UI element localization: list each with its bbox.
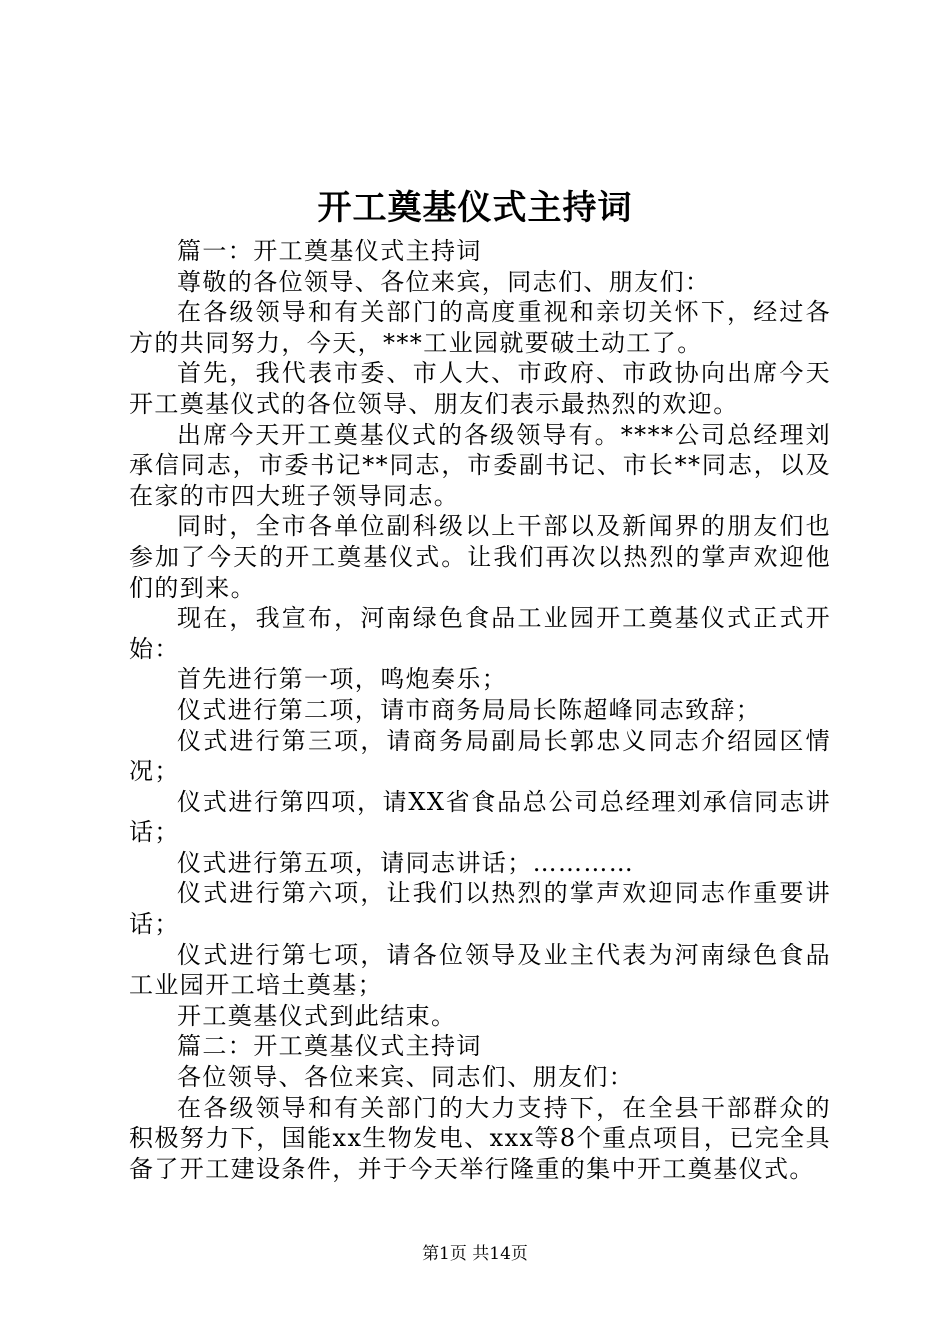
salutation: 各位领导、各位来宾、同志们、朋友们： bbox=[177, 1063, 635, 1092]
agenda-item: 仪式进行第六项，让我们以热烈的掌声欢迎同志作重要讲话； bbox=[129, 879, 831, 939]
document-title: 开工奠基仪式主持词 bbox=[317, 188, 633, 228]
agenda-item: 仪式进行第四项，请XX省食品总公司总经理刘承信同志讲话； bbox=[129, 787, 831, 847]
page-number-footer: 第1页 共14页 bbox=[422, 1244, 528, 1264]
section-heading: 篇一：开工奠基仪式主持词 bbox=[177, 237, 482, 265]
body-paragraph: 出席今天开工奠基仪式的各级领导有。****公司总经理刘承信同志，市委书记**同志，市委副书记、市长**同志，以及在家的市四大班子领导同志。 bbox=[129, 420, 831, 510]
body-paragraph: 在各级领导和有关部门的高度重视和亲切关怀下，经过各方的共同努力，今天，***工业园就要破土动工了。 bbox=[129, 298, 831, 357]
body-paragraph: 开工奠基仪式到此结束。 bbox=[177, 1001, 457, 1030]
body-paragraph: 现在，我宣布，河南绿色食品工业园开工奠基仪式正式开始： bbox=[129, 604, 831, 663]
salutation: 尊敬的各位领导、各位来宾，同志们、朋友们： bbox=[177, 267, 711, 296]
agenda-item: 仪式进行第二项，请市商务局局长陈超峰同志致辞； bbox=[177, 695, 762, 724]
section-heading: 篇二：开工奠基仪式主持词 bbox=[177, 1032, 482, 1061]
agenda-item: 仪式进行第三项，请商务局副局长郭忠义同志介绍园区情况； bbox=[129, 726, 831, 786]
body-paragraph: 首先，我代表市委、市人大、市政府、市政协向出席今天开工奠基仪式的各位领导、朋友们表示最热烈的欢迎。 bbox=[129, 359, 831, 418]
agenda-item: 仪式进行第五项，请同志讲话；………… bbox=[177, 848, 635, 877]
body-paragraph: 同时，全市各单位副科级以上干部以及新闻界的朋友们也参加了今天的开工奠基仪式。让我们再次以热烈的掌声欢迎他们的到来。 bbox=[129, 512, 831, 602]
body-paragraph: 在各级领导和有关部门的大力支持下，在全县干部群众的积极努力下，国能xx生物发电、xxx等8个重点项目，已完全具备了开工建设条件，并于今天举行隆重的集中开工奠基仪式。 bbox=[129, 1093, 831, 1183]
agenda-item: 仪式进行第七项，请各位领导及业主代表为河南绿色食品工业园开工培土奠基； bbox=[129, 940, 831, 1000]
agenda-item: 首先进行第一项，鸣炮奏乐； bbox=[177, 665, 508, 694]
document-body bbox=[129, 236, 831, 1184]
